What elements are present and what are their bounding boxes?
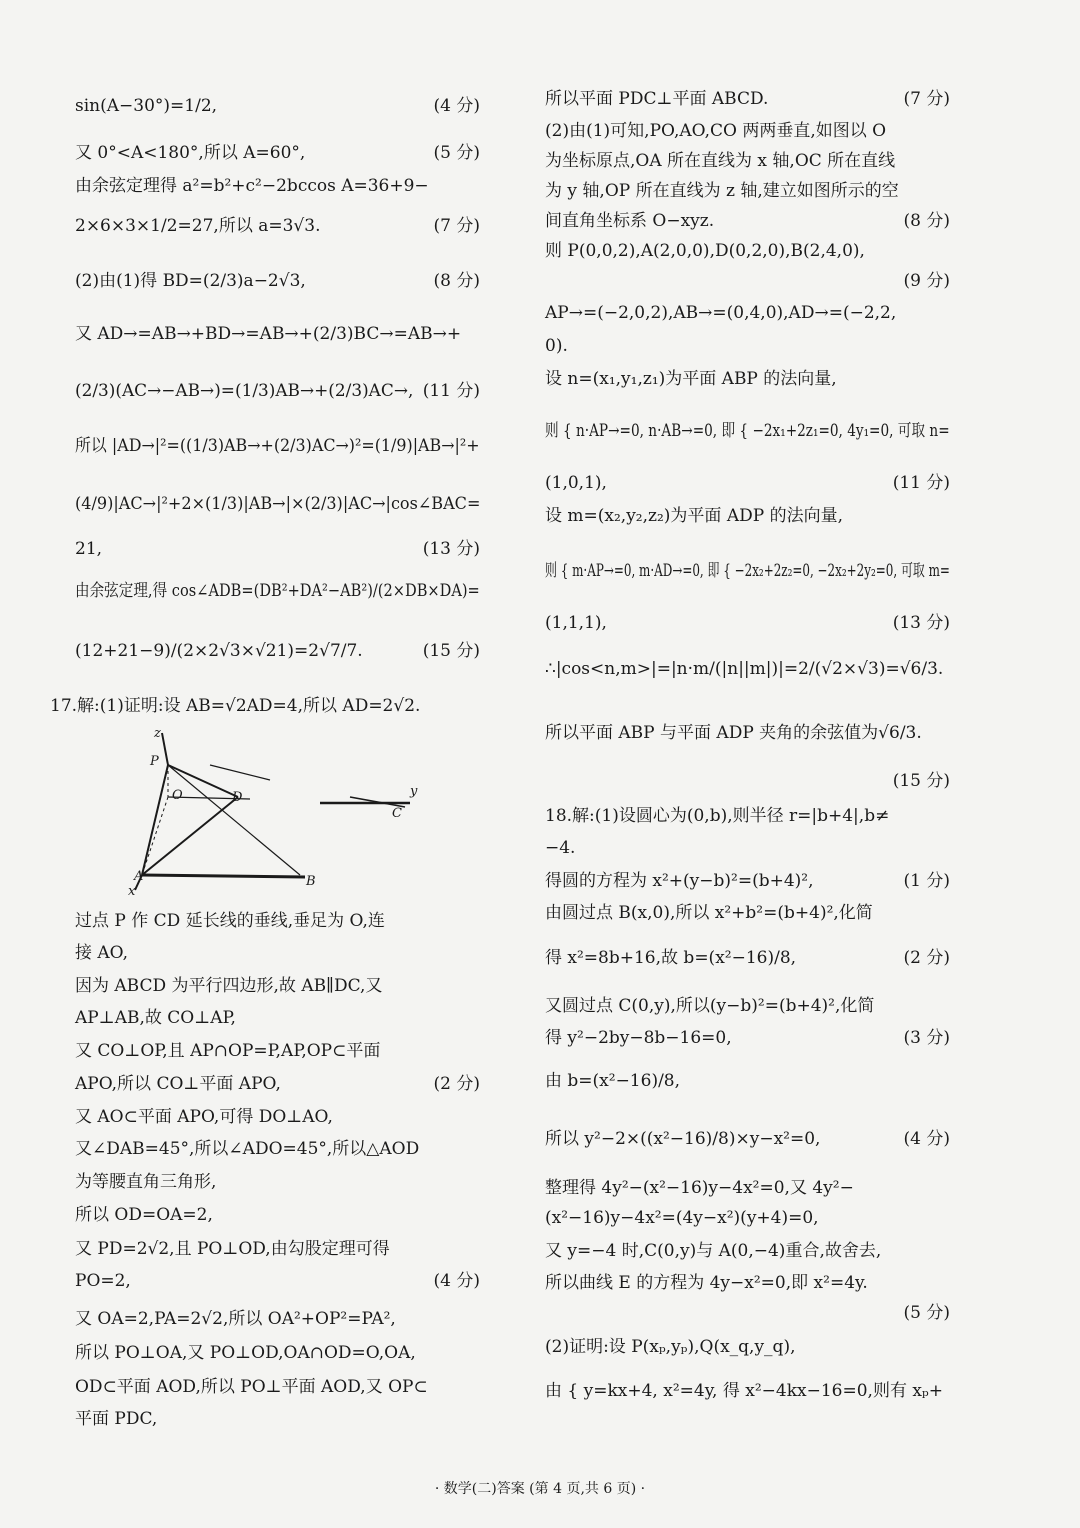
score-label: (8 分) xyxy=(433,271,480,291)
label-p: P xyxy=(150,754,159,769)
text-line xyxy=(545,770,950,792)
line-text: 平面 PDC, xyxy=(75,1409,158,1429)
line-text: 则 { n·AP→=0, n·AB→=0, 即 { −2x₁+2z₁=0, 4y₁=0, 可取 n= xyxy=(545,421,950,441)
text-line xyxy=(75,1138,480,1160)
line-text: 所以平面 ABP 与平面 ADP 夹角的余弦值为√6/3. xyxy=(545,723,922,743)
line-text: 接 AO, xyxy=(75,943,129,963)
line-text: 21, xyxy=(75,539,103,559)
text-line xyxy=(75,1007,480,1029)
score-label: (2 分) xyxy=(433,1074,480,1094)
text-line xyxy=(545,947,950,969)
text-line xyxy=(75,1408,480,1430)
text-line xyxy=(545,1336,950,1358)
geometry-figure xyxy=(120,725,440,900)
text-line xyxy=(545,335,950,357)
line-text: AP→=(−2,0,2),AB→=(0,4,0),AD→=(−2,2, xyxy=(545,303,897,323)
score-label: (7 分) xyxy=(433,216,480,236)
line-ext xyxy=(210,765,270,780)
line-text: (1,1,1), xyxy=(545,613,607,633)
line-text: 由余弦定理,得 cos∠ADB=(DB²+DA²−AB²)/(2×DB×DA)= xyxy=(75,581,480,601)
text-line xyxy=(75,270,480,292)
line-text: 又圆过点 C(0,y),所以(y−b)²=(b+4)²,化简 xyxy=(545,996,875,1016)
text-line xyxy=(545,612,950,634)
line-text: 又 OA=2,PA=2√2,所以 OA²+OP²=PA², xyxy=(75,1309,396,1329)
line-text: (2/3)(AC→−AB→)=(1/3)AB→+(2/3)AC→, xyxy=(75,381,414,401)
score-label: (11 分) xyxy=(422,381,480,401)
line-text: 又 CO⊥OP,且 AP∩OP=P,AP,OP⊂平面 xyxy=(75,1041,381,1061)
line-text: 又∠DAB=45°,所以∠ADO=45°,所以△AOD xyxy=(75,1139,420,1159)
text-line xyxy=(545,902,950,924)
text-line xyxy=(75,538,480,560)
line-text: 所以平面 PDC⊥平面 ABCD. xyxy=(545,89,769,109)
text-line xyxy=(545,1177,950,1199)
text-line xyxy=(545,505,950,527)
line-text: 为等腰直角三角形, xyxy=(75,1172,217,1192)
line-text: −4. xyxy=(545,838,576,858)
line-text: sin(A−30°)=1/2, xyxy=(75,96,218,116)
line-text: (x²−16)y−4x²=(4y−x²)(y+4)=0, xyxy=(545,1208,819,1228)
line-text: 又 PD=2√2,且 PO⊥OD,由勾股定理可得 xyxy=(75,1239,390,1259)
line-text: (2)证明:设 P(xₚ,yₚ),Q(x_q,y_q), xyxy=(545,1337,796,1357)
text-line xyxy=(545,240,950,262)
text-line xyxy=(75,910,480,932)
line-text: 则 { m·AP→=0, m·AD→=0, 即 { −2x₂+2z₂=0, −2x₂+2y₂=0, 可取 m= xyxy=(545,561,950,581)
score-label: (4 分) xyxy=(903,1129,950,1149)
text-line xyxy=(545,302,950,324)
text-line xyxy=(545,1128,950,1150)
text-line xyxy=(545,1070,950,1092)
text-line xyxy=(545,722,950,744)
text-line xyxy=(75,95,480,117)
score-label: (5 分) xyxy=(433,143,480,163)
line-text: 所以 |AD→|²=((1/3)AB→+(2/3)AC→)²=(1/9)|AB→|²+ xyxy=(75,436,480,456)
line-text: 得 x²=8b+16,故 b=(x²−16)/8, xyxy=(545,948,797,968)
text-line xyxy=(75,142,480,164)
line-text: PO=2, xyxy=(75,1271,131,1291)
label-c: C xyxy=(392,806,402,821)
page-footer: · 数学(二)答案 (第 4 页,共 6 页) · xyxy=(434,1481,646,1497)
text-line xyxy=(545,1240,950,1262)
label-x: x xyxy=(128,884,136,899)
score-label: (4 分) xyxy=(433,96,480,116)
text-line xyxy=(75,1342,480,1364)
text-line xyxy=(545,1302,950,1324)
score-label: (15 分) xyxy=(422,641,480,661)
line-text: 因为 ABCD 为平行四边形,故 AB∥DC,又 xyxy=(75,976,383,996)
label-o: O xyxy=(172,788,183,803)
text-line xyxy=(75,1308,480,1330)
line-text: 所以曲线 E 的方程为 4y−x²=0,即 x²=4y. xyxy=(545,1273,868,1293)
text-line xyxy=(75,580,480,602)
edge-ab xyxy=(142,875,305,877)
edge-ad xyxy=(142,797,238,875)
text-line xyxy=(75,215,480,237)
text-line xyxy=(545,1027,950,1049)
text-line xyxy=(75,1040,480,1062)
line-text: 则 P(0,0,2),A(2,0,0),D(0,2,0),B(2,4,0), xyxy=(545,241,865,261)
text-line xyxy=(545,120,950,142)
line-text: 所以 OD=OA=2, xyxy=(75,1205,213,1225)
z-axis xyxy=(162,733,168,765)
line-text: 整理得 4y²−(x²−16)y−4x²=0,又 4y²− xyxy=(545,1178,854,1198)
line-text: APO,所以 CO⊥平面 APO, xyxy=(75,1074,281,1094)
line-text: 2×6×3×1/2=27,所以 a=3√3. xyxy=(75,216,321,236)
text-line xyxy=(75,1171,480,1193)
text-line xyxy=(545,995,950,1017)
text-line xyxy=(545,180,950,202)
label-b: B xyxy=(306,874,316,889)
text-line xyxy=(50,695,455,717)
text-line xyxy=(75,380,480,402)
text-line xyxy=(545,270,950,292)
line-text: 间直角坐标系 O−xyz. xyxy=(545,211,715,231)
line-text: 18.解:(1)设圆心为(0,b),则半径 r=|b+4|,b≠ xyxy=(545,806,890,826)
line-text: 设 n=(x₁,y₁,z₁)为平面 ABP 的法向量, xyxy=(545,369,837,389)
score-label: (8 分) xyxy=(903,211,950,231)
line-text: ∴|cos<n,m>|=|n·m/(|n||m|)|=2/(√2×√3)=√6/3. xyxy=(545,659,944,679)
text-line xyxy=(545,1380,950,1402)
line-text: 所以 PO⊥OA,又 PO⊥OD,OA∩OD=O,OA, xyxy=(75,1343,416,1363)
label-a: A xyxy=(134,869,144,884)
line-text: 得 y²−2by−8b−16=0, xyxy=(545,1028,732,1048)
score-label: (13 分) xyxy=(422,539,480,559)
line-text: 由圆过点 B(x,0),所以 x²+b²=(b+4)²,化简 xyxy=(545,903,873,923)
score-label: (1 分) xyxy=(903,871,950,891)
text-line xyxy=(75,323,480,345)
text-line xyxy=(75,1204,480,1226)
score-label: (3 分) xyxy=(903,1028,950,1048)
line-text: (1,0,1), xyxy=(545,473,607,493)
line-text: 17.解:(1)证明:设 AB=√2AD=4,所以 AD=2√2. xyxy=(50,696,421,716)
text-line xyxy=(545,368,950,390)
score-label: (15 分) xyxy=(892,771,950,791)
line-text: 由余弦定理得 a²=b²+c²−2bccos A=36+9− xyxy=(75,176,429,196)
line-text: 又 AO⊂平面 APO,可得 DO⊥AO, xyxy=(75,1107,333,1127)
text-line xyxy=(545,150,950,172)
edge-pa xyxy=(142,765,168,875)
score-label: (9 分) xyxy=(903,271,950,291)
label-z: z xyxy=(154,726,161,741)
text-line xyxy=(75,435,480,457)
text-line xyxy=(75,640,480,662)
edge-pb xyxy=(168,765,300,875)
line-text: 由 { y=kx+4, x²=4y, 得 x²−4kx−16=0,则有 xₚ+ xyxy=(545,1381,943,1401)
text-line xyxy=(545,658,950,680)
line-text: 得圆的方程为 x²+(y−b)²=(b+4)², xyxy=(545,871,814,891)
text-line xyxy=(545,420,950,442)
line-text: 设 m=(x₂,y₂,z₂)为平面 ADP 的法向量, xyxy=(545,506,843,526)
line-text: 过点 P 作 CD 延长线的垂线,垂足为 O,连 xyxy=(75,911,385,931)
text-line xyxy=(545,1207,950,1229)
text-line xyxy=(545,837,950,859)
text-line xyxy=(545,805,950,827)
text-line xyxy=(75,1106,480,1128)
line-text: (2)由(1)可知,PO,AO,CO 两两垂直,如图以 O xyxy=(545,121,887,141)
line-text: AP⊥AB,故 CO⊥AP, xyxy=(75,1008,236,1028)
score-label: (4 分) xyxy=(433,1271,480,1291)
text-line xyxy=(75,493,480,515)
text-line xyxy=(545,472,950,494)
text-line xyxy=(545,870,950,892)
score-label: (7 分) xyxy=(903,89,950,109)
line-text: 所以 y²−2×((x²−16)/8)×y−x²=0, xyxy=(545,1129,821,1149)
text-line xyxy=(75,942,480,964)
text-line xyxy=(75,1376,480,1398)
text-line xyxy=(75,175,480,197)
text-line xyxy=(75,1238,480,1260)
label-d: D xyxy=(232,790,243,805)
score-label: (5 分) xyxy=(903,1303,950,1323)
line-text: 为 y 轴,OP 所在直线为 z 轴,建立如图所示的空 xyxy=(545,181,899,201)
text-line xyxy=(75,1073,480,1095)
text-line xyxy=(75,975,480,997)
line-text: 由 b=(x²−16)/8, xyxy=(545,1071,681,1091)
line-text: 又 0°<A<180°,所以 A=60°, xyxy=(75,143,306,163)
line-text: (12+21−9)/(2×2√3×√21)=2√7/7. xyxy=(75,641,363,661)
line-text: 为坐标原点,OA 所在直线为 x 轴,OC 所在直线 xyxy=(545,151,896,171)
score-label: (13 分) xyxy=(892,613,950,633)
line-text: (4/9)|AC→|²+2×(1/3)|AB→|×(2/3)|AC→|cos∠BAC= xyxy=(75,494,481,514)
line-text: 0). xyxy=(545,336,568,356)
score-label: (11 分) xyxy=(892,473,950,493)
score-label: (2 分) xyxy=(903,948,950,968)
text-line xyxy=(545,210,950,232)
line-text: 又 AD→=AB→+BD→=AB→+(2/3)BC→=AB→+ xyxy=(75,324,462,344)
line-text: (2)由(1)得 BD=(2/3)a−2√3, xyxy=(75,271,306,291)
line-text: OD⊂平面 AOD,所以 PO⊥平面 AOD,又 OP⊂ xyxy=(75,1377,428,1397)
text-line xyxy=(545,88,950,110)
text-line xyxy=(545,1272,950,1294)
line-text: 又 y=−4 时,C(0,y)与 A(0,−4)重合,故舍去, xyxy=(545,1241,882,1261)
text-line xyxy=(75,1270,480,1292)
label-y: y xyxy=(410,784,418,799)
text-line xyxy=(545,560,950,582)
